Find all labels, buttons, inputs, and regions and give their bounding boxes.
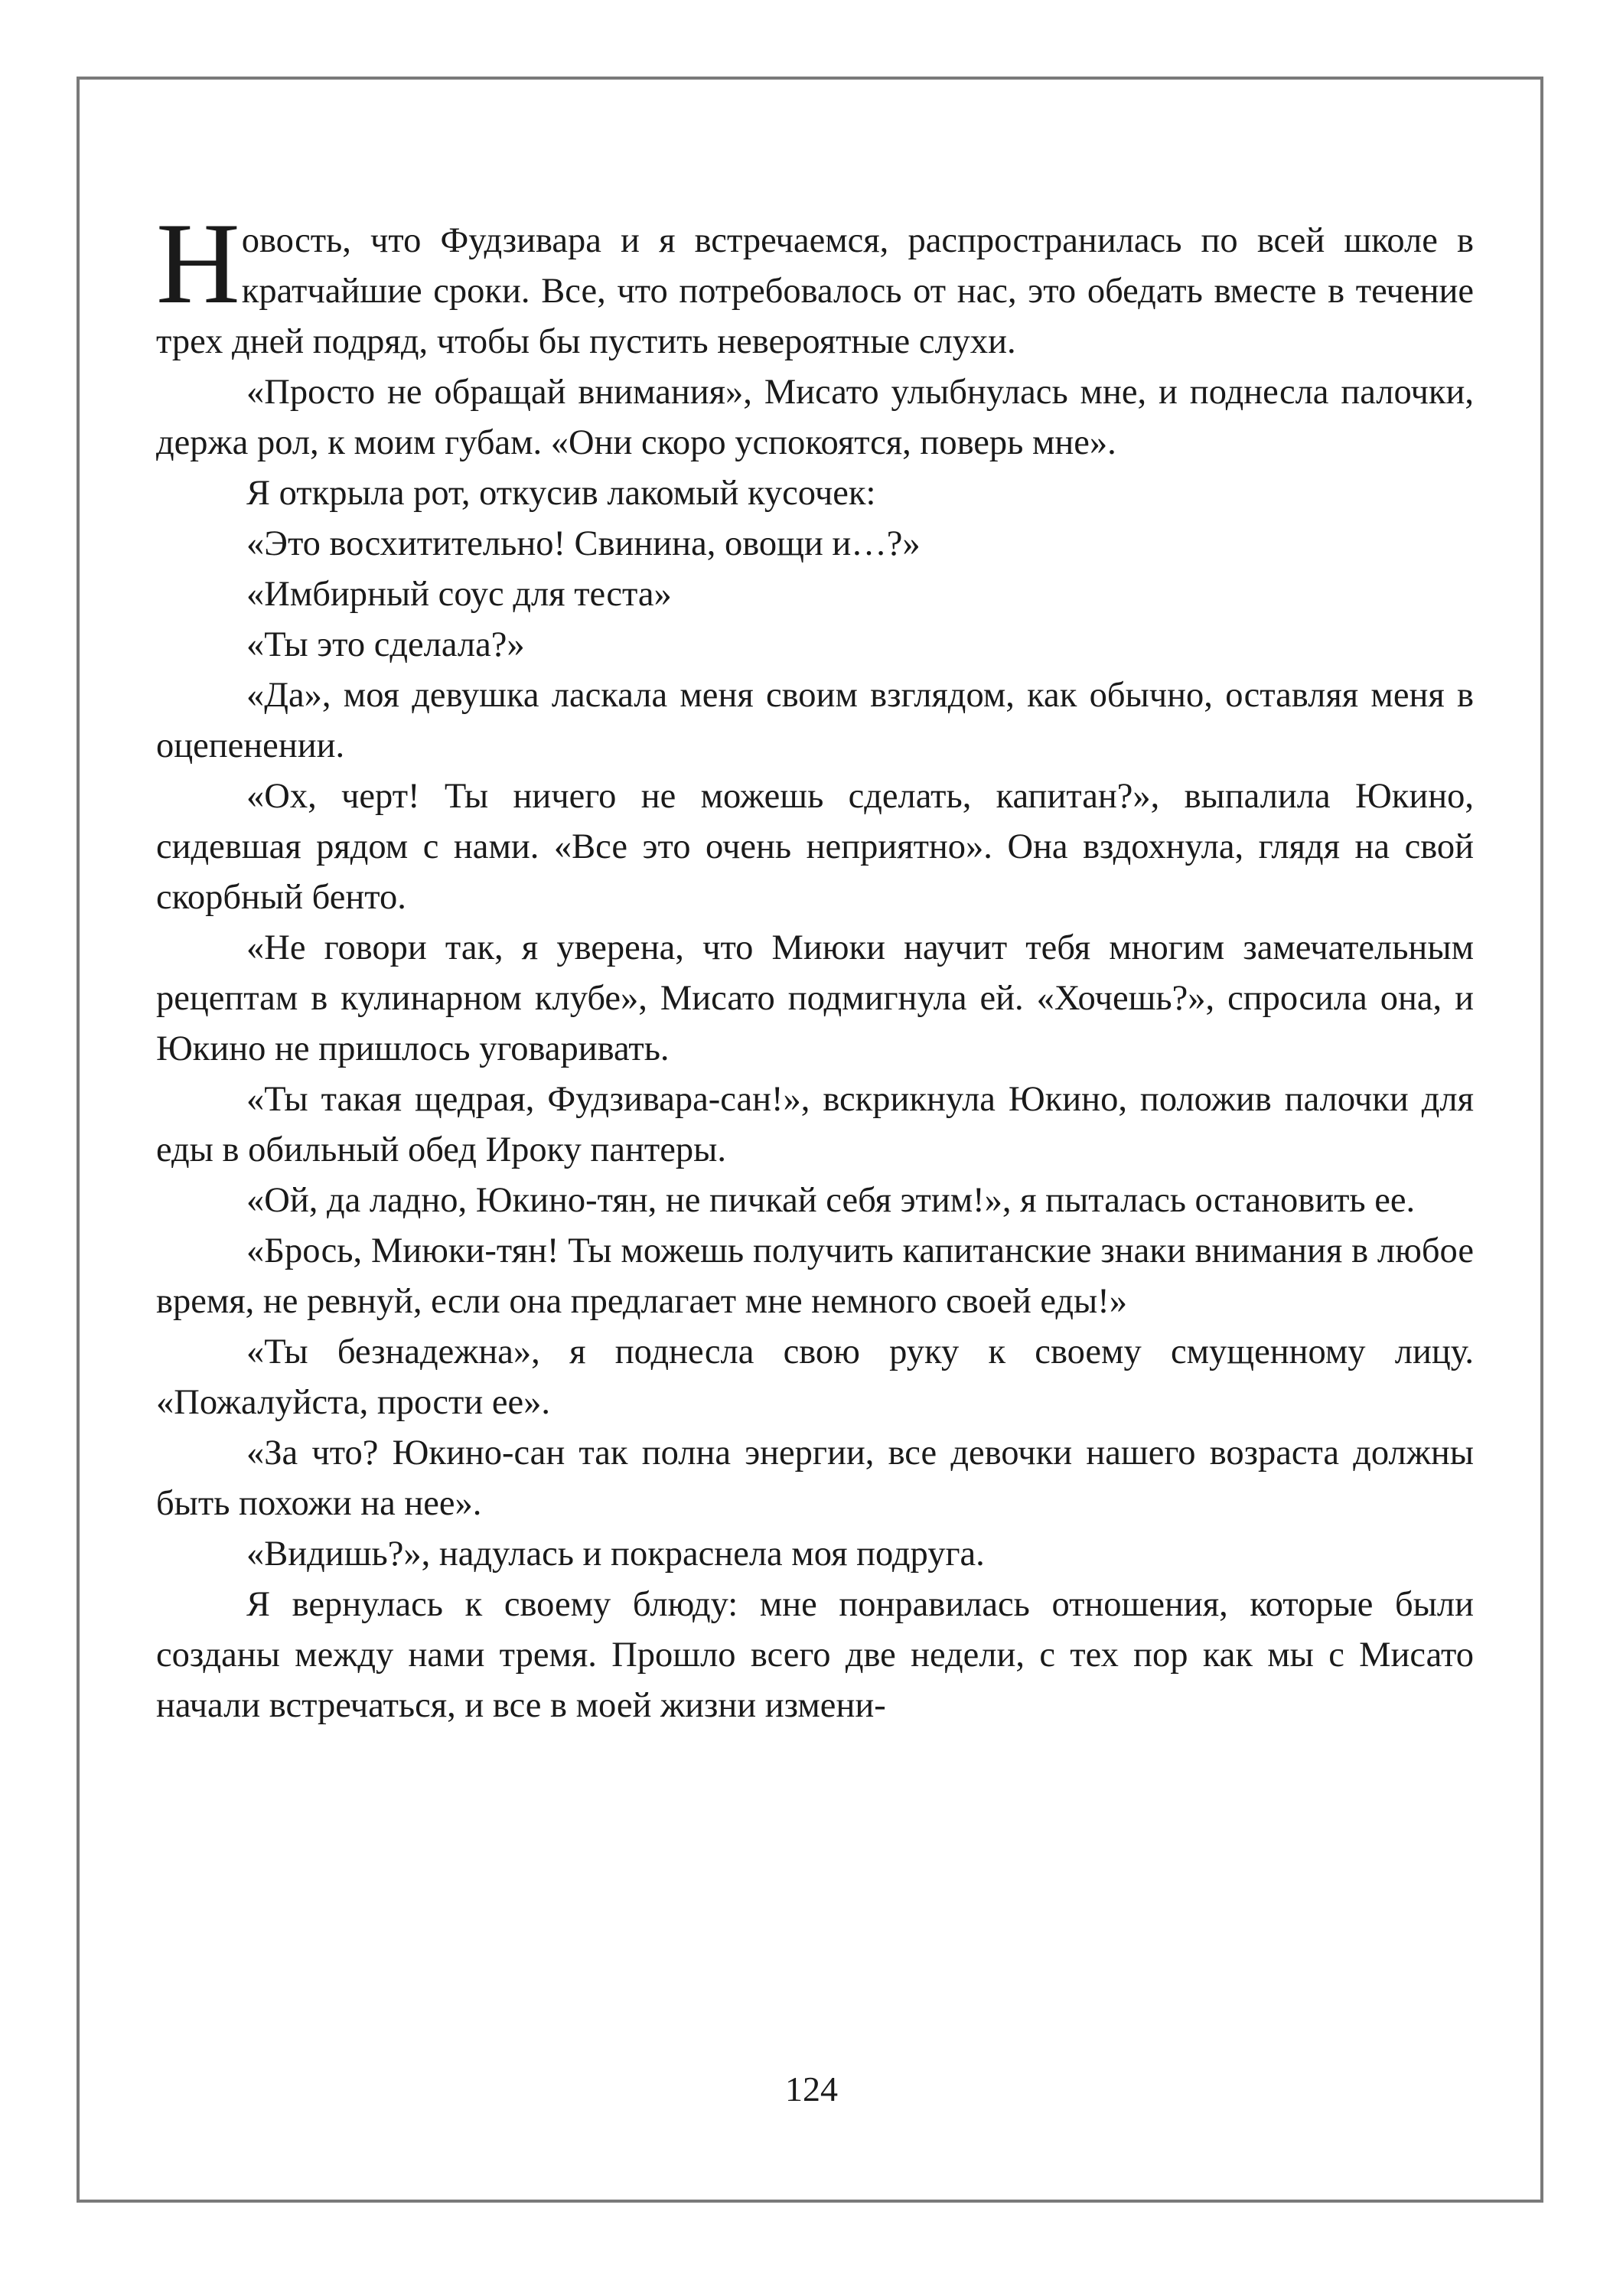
paragraph: «Ой, да ладно, Юкино-тян, не пичкай себя этим!», я пыталась остановить ее. <box>246 1181 1416 1220</box>
paragraph: «Имбирный соус для теста» <box>246 575 672 614</box>
paragraph: Я открыла рот, откусив лакомый кусочек: <box>246 474 876 513</box>
paragraph: «Видишь?», надулась и покраснела моя подруга. <box>246 1534 985 1574</box>
paragraph-1-text: овость, что Фудзивара и я встречаемся, распространилась по всей школе в кратчайшие сроки. Все, что потребовалось от нас, это обедать вместе в течение трех дней подряд, чтобы бы пустить невероятные слухи. <box>156 221 1474 361</box>
paragraph: «Брось, Миюки-тян! Ты можешь получить капитанские знаки внимания в любое время, не ревнуй, если она предлагает мне немного своей еды!» <box>156 1231 1474 1321</box>
page-number: 124 <box>785 2069 838 2108</box>
drop-cap: Н <box>156 199 240 328</box>
paragraph: «Ты такая щедрая, Фудзивара-сан!», вскрикнула Юкино, положив палочки для еды в обильный обед Ироку пантеры. <box>156 1080 1474 1169</box>
paragraph: «Просто не обращай внимания», Мисато улыбнулась мне, и поднесла палочки, держа рол, к моим губам. «Они скоро успокоятся, поверь мне». <box>156 373 1474 462</box>
paragraph: «Ты безнадежна», я поднесла свою руку к своему смущенному лицу. «Пожалуйста, прости ее». <box>156 1332 1474 1422</box>
paragraph: «Ты это сделала?» <box>246 625 525 664</box>
paragraph: «За что? Юкино-сан так полна энергии, все девочки нашего возраста должны быть похожи на нее». <box>156 1433 1474 1523</box>
paragraph: «Не говори так, я уверена, что Миюки научит тебя многим замечательным рецептам в кулинарном клубе», Мисато подмигнула ей. «Хочешь?», спросила она, и Юкино не пришлось уговаривать. <box>156 928 1474 1068</box>
paragraph-1 <box>156 199 1474 367</box>
paragraph: «Ох, черт! Ты ничего не можешь сделать, капитан?», выпалила Юкино, сидевшая рядом с нами. «Все это очень неприятно». Она вздохнула, глядя на свой скорбный бенто. <box>156 777 1474 917</box>
paragraph: «Да», моя девушка ласкала меня своим взглядом, как обычно, оставляя меня в оцепенении. <box>156 676 1474 765</box>
body-text <box>156 199 1474 1731</box>
paragraph: «Это восхитительно! Свинина, овощи и…?» <box>246 524 921 563</box>
paragraph: Я вернулась к своему блюду: мне понравилась отношения, которые были созданы между нами тремя. Прошло всего две недели, с тех пор как мы с Мисато начали встречаться, и все в моей жизни измени- <box>156 1585 1474 1725</box>
